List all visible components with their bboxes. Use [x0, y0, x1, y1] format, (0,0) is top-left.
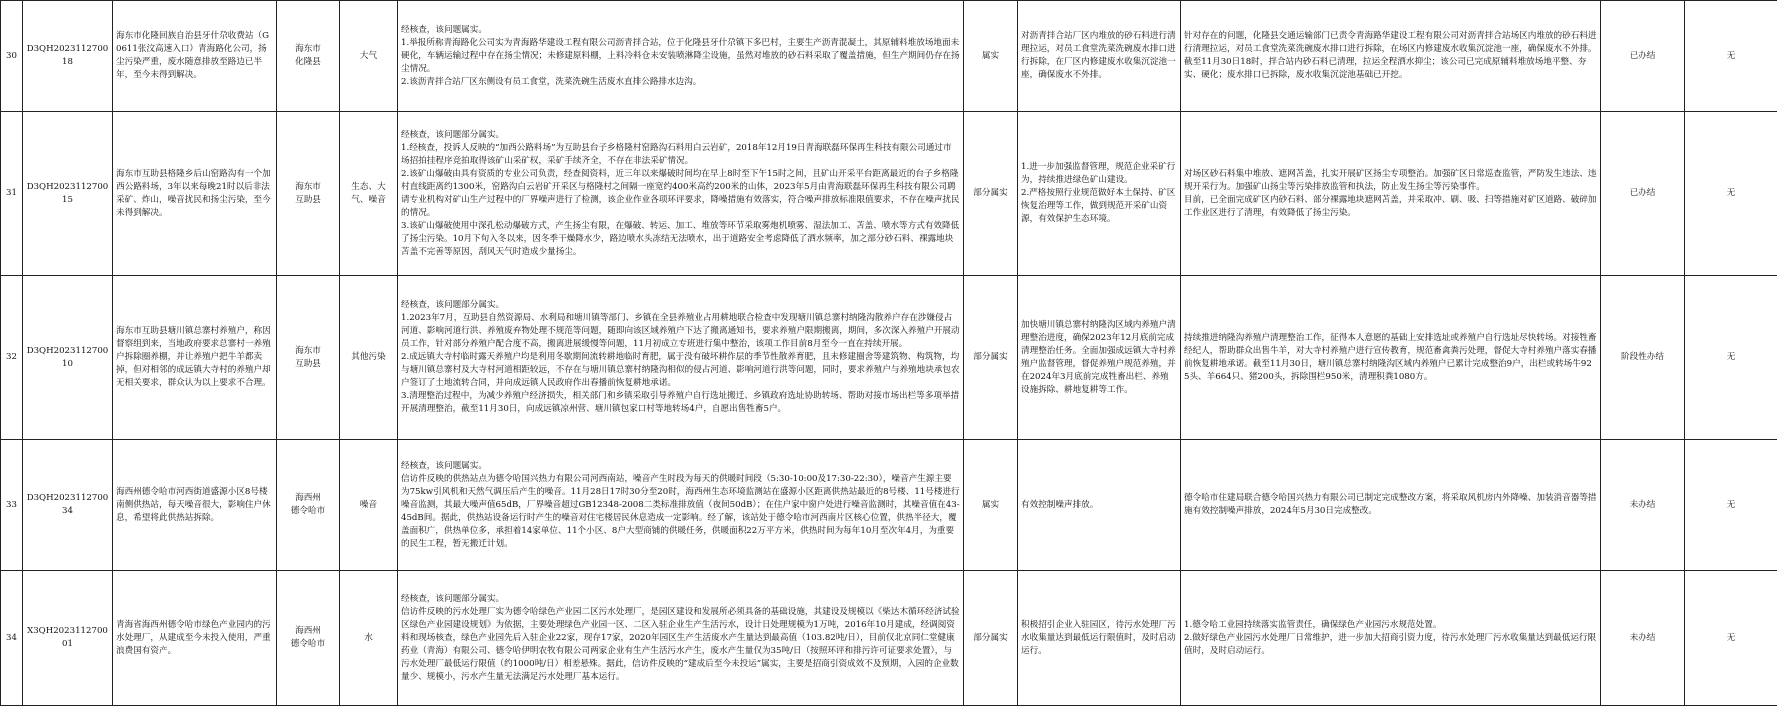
pollution-type: 大气 — [343, 50, 394, 63]
cell-case-code — [23, 571, 113, 706]
cell-row-number — [1, 276, 23, 440]
district-name: 海西州 德令哈市 — [280, 492, 336, 518]
remark: 无 — [1688, 187, 1774, 200]
cell-handling-status — [1601, 276, 1685, 440]
cell-case-code — [23, 1, 113, 112]
case-code: X3QH202311270001 — [26, 625, 109, 651]
cell-verdict — [964, 1, 1018, 112]
cell-district-name — [277, 276, 340, 440]
complaint-text: 青海省海西州德令哈市绿色产业园内的污水处理厂，从建成至今未投入使用，严重浪费国有资产。 — [116, 619, 273, 658]
cell-remark — [1685, 440, 1777, 571]
cell-pollution-type — [340, 1, 398, 112]
cell-investigation-findings — [398, 1, 964, 112]
cell-row-number — [1, 112, 23, 276]
cell-rectification-measures — [1018, 571, 1181, 706]
cell-row-number — [1, 571, 23, 706]
handling-status: 已办结 — [1604, 187, 1681, 200]
cell-rectification-measures — [1018, 112, 1181, 276]
remark: 无 — [1688, 351, 1774, 364]
rectification-progress: 1.德令哈工业园持续落实监管责任，确保绿色产业园污水规范处置。 2.做好绿色产业园污水处理厂日常维护，进一步加大招商引资力度，待污水处理厂污水收集量达到最低运行限值时，及时启动运行。 — [1184, 619, 1597, 658]
handling-status: 未办结 — [1604, 632, 1681, 645]
handling-status: 未办结 — [1604, 499, 1681, 512]
pollution-type: 水 — [343, 632, 394, 645]
cell-rectification-measures — [1018, 440, 1181, 571]
cell-case-code — [23, 112, 113, 276]
cell-investigation-findings — [398, 571, 964, 706]
table-row — [1, 112, 1777, 276]
district-name: 海东市 互助县 — [280, 181, 336, 207]
handling-status: 已办结 — [1604, 50, 1681, 63]
verdict: 部分属实 — [967, 351, 1014, 364]
rectification-measures: 积极招引企业入驻园区，待污水处理厂污水收集量达到最低运行限值时，及时启动运行。 — [1021, 619, 1177, 658]
cell-verdict — [964, 112, 1018, 276]
cell-rectification-progress — [1181, 112, 1601, 276]
cell-remark — [1685, 276, 1777, 440]
cell-handling-status — [1601, 571, 1685, 706]
row-number: 32 — [4, 351, 19, 364]
cell-rectification-progress — [1181, 440, 1601, 571]
cell-rectification-progress — [1181, 1, 1601, 112]
table-row — [1, 571, 1777, 706]
cell-remark — [1685, 571, 1777, 706]
table-row — [1, 1, 1777, 112]
cell-complaint-text — [113, 1, 277, 112]
district-name: 海东市 互助县 — [280, 345, 336, 371]
remark: 无 — [1688, 499, 1774, 512]
pollution-type: 噪音 — [343, 499, 394, 512]
case-code: D3QH202311270034 — [26, 492, 109, 518]
investigation-findings: 经核查，该问题部分属实。 信访件反映的污水处理厂实为德令哈绿色产业园二区污水处理厂，是园区建设和发展所必须具备的基础设施，其建设及规模以《柴达木循环经济试验区绿色产业园建设规划》为依据，主要处理绿色产业园一区、二区入驻企业生产生活污水，设计日处理规模为1万吨，2016年10月建成，经调阅资料和现场核查，绿色产业园先后入驻企业22家，现存17家，2020年园区生产生活废水产生量达到最高值（103.82吨/日），目前仅北京同仁堂健康药业（青海）有限公司、德令哈伊明农牧有限公司两家企业有生产生活污水产生，废水产生量仅为35吨/日（按照环评和排污许可证要求处置），与污水处理厂最低运行限值（约1000吨/日）相差悬殊。据此，信访件反映的“建成后至今未投运”属实，主要是招商引资成效不及预期，入园的企业数量少、规模小，污水产生量无法满足污水处理厂基本运行。 — [401, 593, 960, 684]
district-name: 海东市 化隆县 — [280, 43, 336, 69]
rectification-measures: 加快塘川镇总寨村纳隆沟区域内养殖户清理整治进度，确保2023年12月底前完成清理整治任务。全面加强成远镇大寺村养殖户监督管理，督促养殖户规范养殖，并在2024年3月底前完成牲畜出栏、养殖设施拆除、耕地复耕等工作。 — [1021, 319, 1177, 397]
cell-district-name — [277, 112, 340, 276]
cell-investigation-findings — [398, 112, 964, 276]
cell-pollution-type — [340, 276, 398, 440]
pollution-type: 生态、大气、噪音 — [343, 181, 394, 207]
pollution-type: 其他污染 — [343, 351, 394, 364]
cell-handling-status — [1601, 1, 1685, 112]
cell-remark — [1685, 1, 1777, 112]
rectification-measures: 1.进一步加强监督管理，规范企业采矿行为，持续推进绿色矿山建设。 2.严格按照行业规范做好本土保持、矿区恢复治理等工作，做到规范开采矿山资源，有效保护生态环境。 — [1021, 161, 1177, 226]
remark: 无 — [1688, 50, 1774, 63]
cell-rectification-measures — [1018, 1, 1181, 112]
investigation-findings: 经核查，该问题部分属实。 1.2023年7月，互助县自然资源局、水利局和塘川镇等部门、乡镇在全县养殖业占用耕地联合检查中发现塘川镇总寨村纳隆沟散养户存在涉嫌侵占河道、影响河道行洪、养殖废弃物处理不规范等问题，随即向该区域养殖户下达了搬离通知书，要求养殖户限期搬离，期间，多次深入养殖户开展动员工作，针对部分养殖户配合度不高，搬离进展缓慢等问题，11月初成立专班进行集中整治，该项工作目前8月至今一直在持续开展。 2.成远镇大寺村临时露天养殖户均是利用冬歇期间流转耕地临时育肥，属于没有破坏耕作层的季节性散养育肥，且未修建圈舍等建筑物、构筑物，均与塘川镇总寨村及大寺村河道相距较远，不存在与塘川镇总寨村纳隆沟相似的侵占河道、影响河道行洪等问题，同时，要求养殖户与养殖地块承包农户签订了土地流转合同，并向成远镇人民政府作出春播前恢复耕地承诺。 3.清理整治过程中，为减少养殖户经济损失，相关部门和乡镇采取引导养殖户自行选址搬迁、乡镇政府选址协助转场、帮助对接市场出栏等多项举措开展清理整治，截至11月30日，向成远镇凉州营、塘川镇包家口村等地转场4户，自愿出售牲畜5户。 — [401, 299, 960, 416]
cell-handling-status — [1601, 112, 1685, 276]
row-number: 34 — [4, 632, 19, 645]
cell-investigation-findings — [398, 440, 964, 571]
cell-pollution-type — [340, 112, 398, 276]
complaint-text: 海东市互助县塘川镇总寨村养殖户，称因督察组到来，当地政府要求总寨村一养殖户拆除圈养棚，并让养殖户把牛羊都卖掉，但对相邻的成远镇大寺村的养殖户却无相关要求，群众认为以上要求不合理。 — [116, 325, 273, 390]
complaint-text: 海西州德令哈市河西街道盛源小区8号楼南侧供热站，每天噪音很大，影响住户休息，希望将此供热站拆除。 — [116, 486, 273, 525]
district-name: 海西州 德令哈市 — [280, 625, 336, 651]
cell-row-number — [1, 440, 23, 571]
case-code: D3QH202311270015 — [26, 181, 109, 207]
verdict: 部分属实 — [967, 632, 1014, 645]
table-row — [1, 276, 1777, 440]
rectification-measures: 有效控制噪声排放。 — [1021, 499, 1177, 512]
cell-complaint-text — [113, 440, 277, 571]
cell-verdict — [964, 571, 1018, 706]
verdict: 部分属实 — [967, 187, 1014, 200]
investigation-findings: 经核查，该问题属实。 1.举报所称青海路化公司实为青海路华建设工程有限公司沥青拌合站，位于化隆县牙什尕镇下多巴村，主要生产沥青混凝土，其原辅料堆放场地面未硬化，车辆运输过程中存在扬尘情况；未修建原料棚，上料冷料仓未安装喷淋降尘设施，虽然对堆放的砂石料采取了覆盖措施，但生产期间仍存在扬尘情况。 2.该沥青拌合站厂区东侧设有员工食堂，洗菜洗碗生活废水直排公路排水边沟。 — [401, 24, 960, 89]
table-row — [1, 440, 1777, 571]
row-number: 33 — [4, 499, 19, 512]
rectification-progress: 对场区砂石料集中堆放、遮网苫盖，扎实开展矿区扬尘专项整治。加强矿区日常巡查监管，严防发生违法、违规开采行为。加强矿山扬尘等污染排放监管和执法，防止发生扬尘等污染事件。 目前，已全面完成矿区内砂石料、部分裸露地块遮网苫盖，并采取冲、刷、吸、扫等措施对矿区道路、破碎加工作业区进行了清理，有效降低了扬尘污染。 — [1184, 168, 1597, 220]
cell-handling-status — [1601, 440, 1685, 571]
cell-complaint-text — [113, 571, 277, 706]
cell-case-code — [23, 440, 113, 571]
cell-district-name — [277, 440, 340, 571]
cell-complaint-text — [113, 276, 277, 440]
cell-case-code — [23, 276, 113, 440]
cell-complaint-text — [113, 112, 277, 276]
investigation-findings: 经核查，该问题属实。 信访件反映的供热站点为德令哈国兴热力有限公司河西南站，噪音产生时段为每天的供暖时间段（5:30-10:00及17:30-22:30），噪音产生源主要为75kw引风机和天然气调压后产生的噪音。11月28日17时30分至20时，海西州生态环境监测站在盛源小区距离供热站最近的8号楼、11号楼进行噪音监测，其最大噪声值65dB，厂界噪音超过GB12348-2008二类标准排放值（夜间50dB）；在住户家中窗户处进行噪音监测时，其噪音值在43-45dB间。据此，供热站设备运行时产生的噪音对住宅楼居民休息造成一定影响。经了解，该站处于德令哈市河西南片区核心位置，供热半径大，覆盖面积广，供热单位多，承担着14家单位、11个小区、8户大型商铺的供暖任务，供暖面积22万平方米，供热时间为每年10月至次年4月，为重要的民生工程，暂无搬迁计划。 — [401, 460, 960, 551]
cell-rectification-measures — [1018, 276, 1181, 440]
rectification-progress: 德令哈市住建局联合德令哈国兴热力有限公司已制定完成整改方案，将采取风机房内外降噪、加装消音器等措施有效控制噪声排放，2024年5月30日完成整改。 — [1184, 492, 1597, 518]
handling-status: 阶段性办结 — [1604, 351, 1681, 364]
rectification-progress: 针对存在的问题，化隆县交通运输部门已责令青海路华建设工程有限公司对沥青拌合站场区内堆放的砂石料进行清理拉运，对员工食堂洗菜洗碗废水排口进行拆除，在场区内修建废水收集沉淀池一座，确保废水不外排。截至11月30日18时，拌合站内砂石料已清理，拉运全程洒水抑尘；该公司已完成原辅料堆放场地平整、夯实、硬化；废水排口已拆除，废水收集沉淀池基础已开挖。 — [1184, 30, 1597, 82]
cell-row-number — [1, 1, 23, 112]
rectification-measures: 对沥青拌合站厂区内堆放的砂石料进行清理拉运，对员工食堂洗菜洗碗废水排口进行拆除，在厂区内修建废水收集沉淀池一座，确保废水不外排。 — [1021, 30, 1177, 82]
cell-rectification-progress — [1181, 571, 1601, 706]
cell-rectification-progress — [1181, 276, 1601, 440]
cell-pollution-type — [340, 440, 398, 571]
rectification-progress: 持续推进纳隆沟养殖户清理整治工作，征得本人意愿的基础上安排选址或养殖户自行选址尽快转场。对接牲畜经纪人，帮助群众出售牛羊，对大寺村养殖户进行宣传教育，规范畜禽粪污处理，督促大寺村养殖户落实春播前恢复耕地承诺。截至11月30日，塘川镇总寨村纳隆沟区域内养殖户已累计完成整治9户，出栏或转场牛925头、羊664只、猪200头，拆除围栏950米，清理积粪1080方。 — [1184, 332, 1597, 384]
case-code: D3QH202311270010 — [26, 345, 109, 371]
verdict: 属实 — [967, 50, 1014, 63]
cell-verdict — [964, 276, 1018, 440]
row-number: 31 — [4, 187, 19, 200]
investigation-findings: 经核查，该问题部分属实。 1.经核查，投诉人反映的“加西公路料场”为互助县台子乡格隆村窑路沟石料用白云岩矿，2018年12月19日青海联磊环保再生科技有限公司通过市场招拍挂程序竞拍取得该矿山采矿权，采矿手续齐全，不存在非法采矿情况。 2.该矿山爆破由具有资质的专业公司负责，经查阅资料，近三年以来爆破时间均在早上8时至下午15时之间，且矿山开采平台距离最近的台子乡格隆村直线距离约1300米，窑路沟白云岩矿开采区与格隆村之间隔一座宽约400米高约200米的山体，2023年5月由青海联磊环保再生科技有限公司聘请专业机构对矿山生产过程中的厂界噪声进行了检测，该企业作业各项环评要求，降噪措施有效落实，符合噪声排放标准限值要求，不存在噪声扰民的情况。 3.该矿山爆破使用中深孔松动爆破方式，产生扬尘有限，在爆破、转运、加工、堆放等环节采取雾炮机喷雾、湿法加工、苫盖、喷水等方式有效降低了扬尘污染。10月下旬入冬以来，因冬季干燥降水少，路边喷水头冻结无法喷水，出于道路安全考虑降低了洒水频率，加之部分砂石料、裸露地块苫盖不完善等原因，刮风天气时造成少量扬尘。 — [401, 129, 960, 259]
cell-district-name — [277, 1, 340, 112]
cell-remark — [1685, 112, 1777, 276]
complaint-text: 海东市化隆回族自治县牙什尕收费站（G0611张汶高速入口）青海路化公司，扬尘污染严重，废水随意排放至路边已半年，至今未得到解决。 — [116, 30, 273, 82]
cell-pollution-type — [340, 571, 398, 706]
complaint-text: 海东市互助县格隆乡后山窑路沟有一个加西公路料场，3年以来每晚21时以后非法采矿、炸山，噪音扰民和扬尘污染，至今未得到解决。 — [116, 168, 273, 220]
remark: 无 — [1688, 632, 1774, 645]
cell-investigation-findings — [398, 276, 964, 440]
row-number: 30 — [4, 50, 19, 63]
cell-district-name — [277, 571, 340, 706]
case-code: D3QH202311270018 — [26, 43, 109, 69]
verdict: 属实 — [967, 499, 1014, 512]
cell-verdict — [964, 440, 1018, 571]
